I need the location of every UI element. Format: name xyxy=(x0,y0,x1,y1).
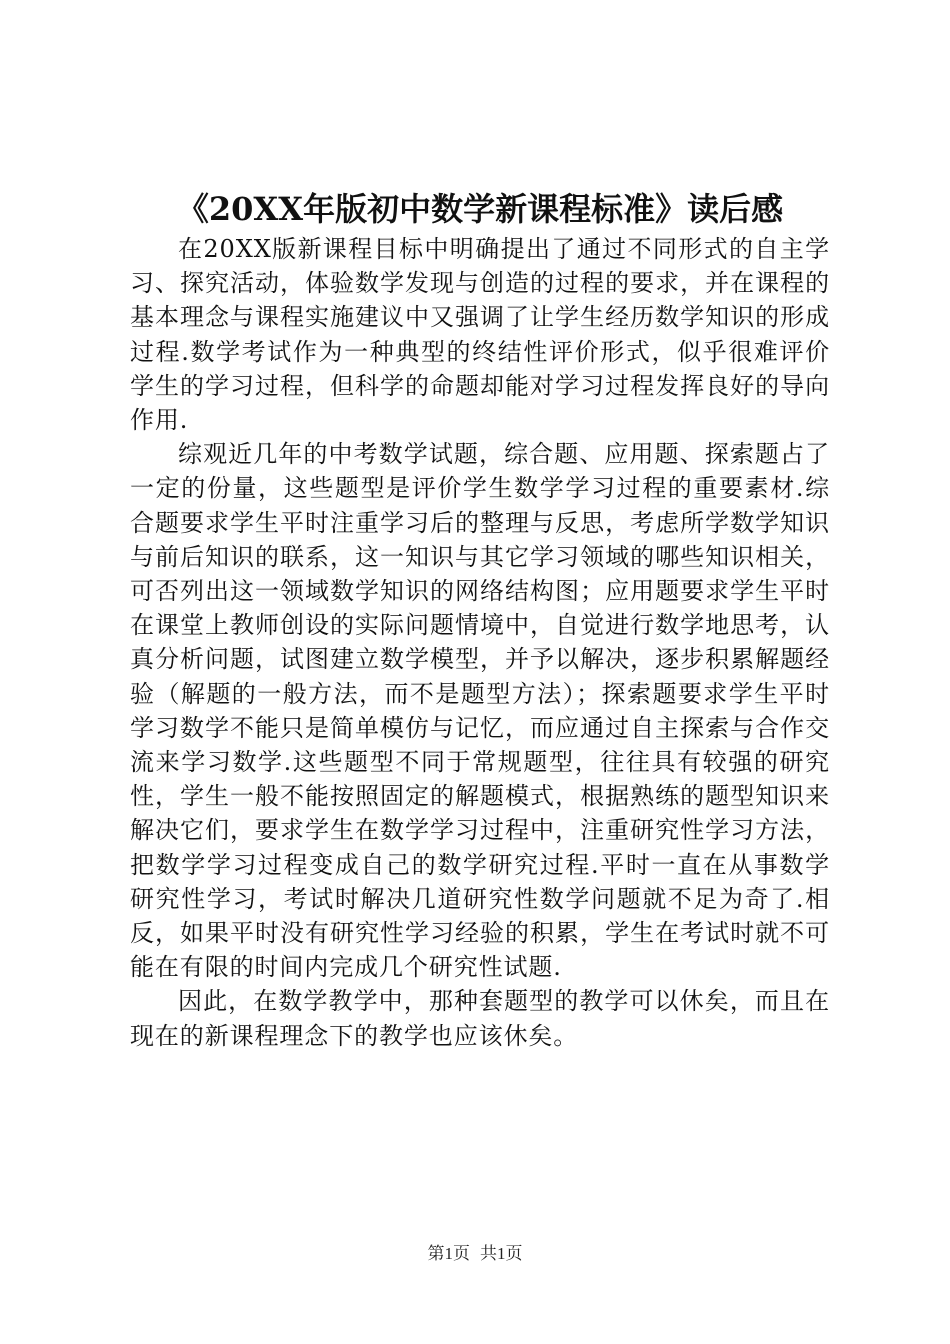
page-total: 共1页 xyxy=(480,1244,523,1263)
document-body xyxy=(130,232,830,1053)
paragraph-3: 因此，在数学教学中，那种套题型的教学可以休矣，而且在现在的新课程理念下的教学也应该休矣。 xyxy=(130,987,830,1050)
page-footer xyxy=(0,1242,950,1266)
paragraph-2: 综观近几年的中考数学试题，综合题、应用题、探索题占了一定的份量，这些题型是评价学生数学学习过程的重要素材.综合题要求学生平时注重学习后的整理与反思，考虑所学数学知识与前后知识的联系，这一知识与其它学习领域的哪些知识相关，可否列出这一领域数学知识的网络结构图；应用题要求学生平时在课堂上教师创设的实际问题情境中，自觉进行数学地思考，认真分析问题，试图建立数学模型，并予以解决，逐步积累解题经验（解题的一般方法，而不是题型方法）；探索题要求学生平时学习数学不能只是简单模仿与记忆，而应通过自主探索与合作交流来学习数学.这些题型不同于常规题型，往往具有较强的研究性，学生一般不能按照固定的解题模式，根据熟练的题型知识来解决它们，要求学生在数学学习过程中，注重研究性学习方法，把数学学习过程变成自己的数学研究过程.平时一直在从事数学研究性学习，考试时解决几道研究性数学问题就不足为奇了.相反，如果平时没有研究性学习经验的积累，学生在考试时就不可能在有限的时间内完成几个研究性试题. xyxy=(130,440,830,982)
page-number: 第1页 xyxy=(427,1244,470,1263)
document-title: 《20XX年版初中数学新课程标准》读后感 xyxy=(176,190,784,228)
paragraph-1: 在20XX版新课程目标中明确提出了通过不同形式的自主学习、探究活动，体验数学发现与创造的过程的要求，并在课程的基本理念与课程实施建议中又强调了让学生经历数学知识的形成过程.数学考试作为一种典型的终结性评价形式，似乎很难评价学生的学习过程，但科学的命题却能对学习过程发挥良好的导向作用. xyxy=(130,235,830,435)
